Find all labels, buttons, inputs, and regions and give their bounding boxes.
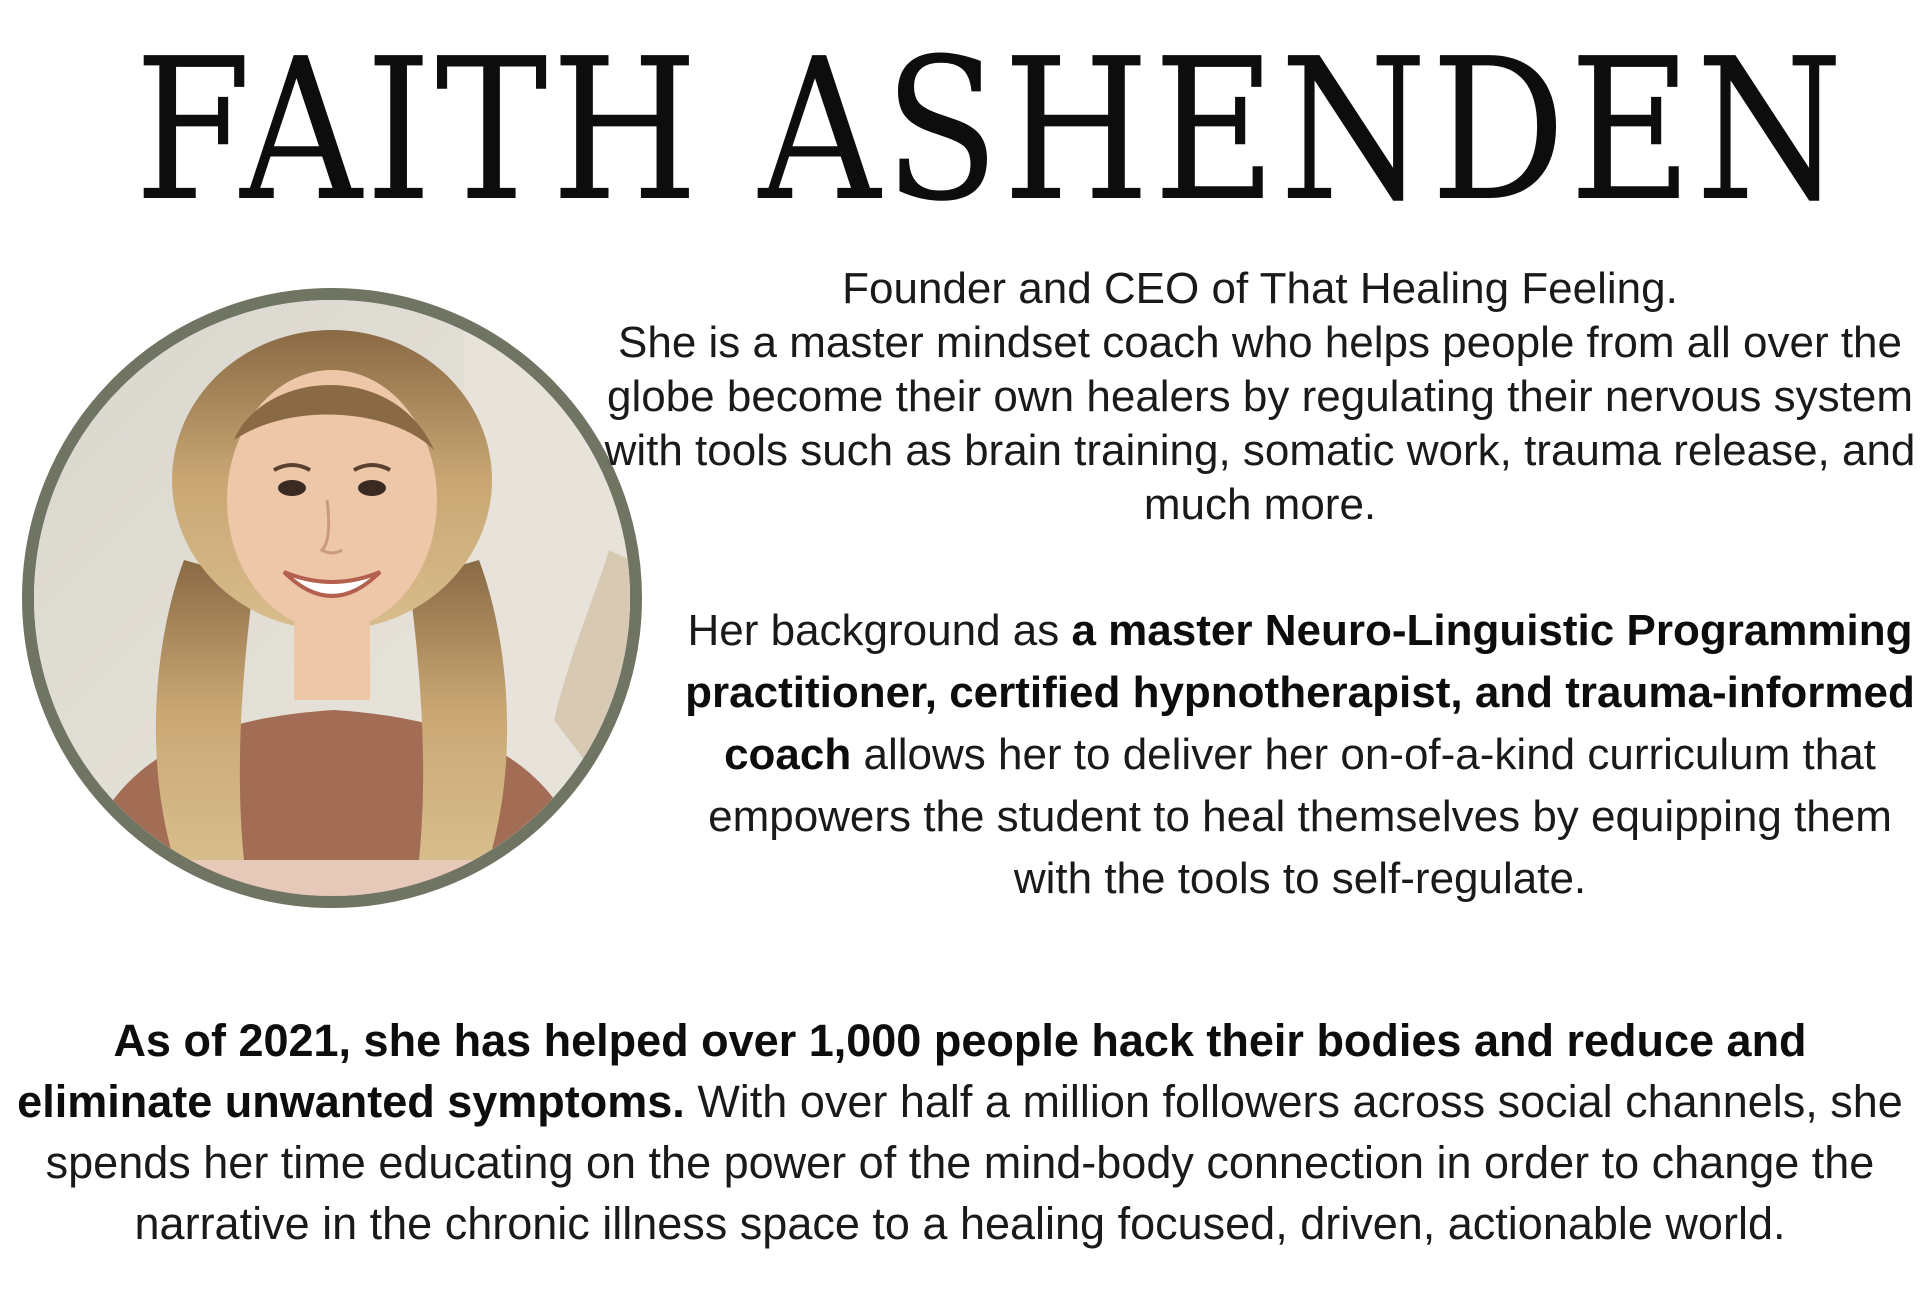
background-lead: Her background as bbox=[687, 606, 1072, 655]
background-rest: allows her to deliver her on-of-a-kind curriculum that empowers the student to heal themselves by equipping them with the tools to self-regulate. bbox=[708, 730, 1892, 903]
closing-highlight: As of 2021, she has helped over 1,000 people hack their bodies and reduce and eliminate unwanted symptoms. bbox=[17, 1015, 1807, 1127]
role-line: Founder and CEO of That Healing Feeling. bbox=[842, 264, 1678, 313]
closing-rest: With over half a million followers across social channels, she spends her time educating on the power of the mind-body connection in order to change the narrative in the chronic illness space to a healing focused, driven, actionable world. bbox=[45, 1076, 1903, 1249]
description-line: She is a master mindset coach who helps people from all over the globe become their own healers by regulating their nervous system with tools such as brain training, somatic work, trauma release, and much more. bbox=[604, 318, 1916, 529]
profile-photo bbox=[22, 288, 642, 908]
page-title: FAITH ASHENDEN bbox=[134, 17, 1847, 245]
background-credentials: a master Neuro-Linguistic Programming practitioner, certified hypnotherapist, and trauma-informed coach bbox=[685, 606, 1915, 779]
closing-paragraph bbox=[0, 1010, 1920, 1254]
background-paragraph bbox=[680, 600, 1920, 910]
portrait-illustration bbox=[34, 300, 630, 896]
intro-text bbox=[600, 262, 1920, 532]
